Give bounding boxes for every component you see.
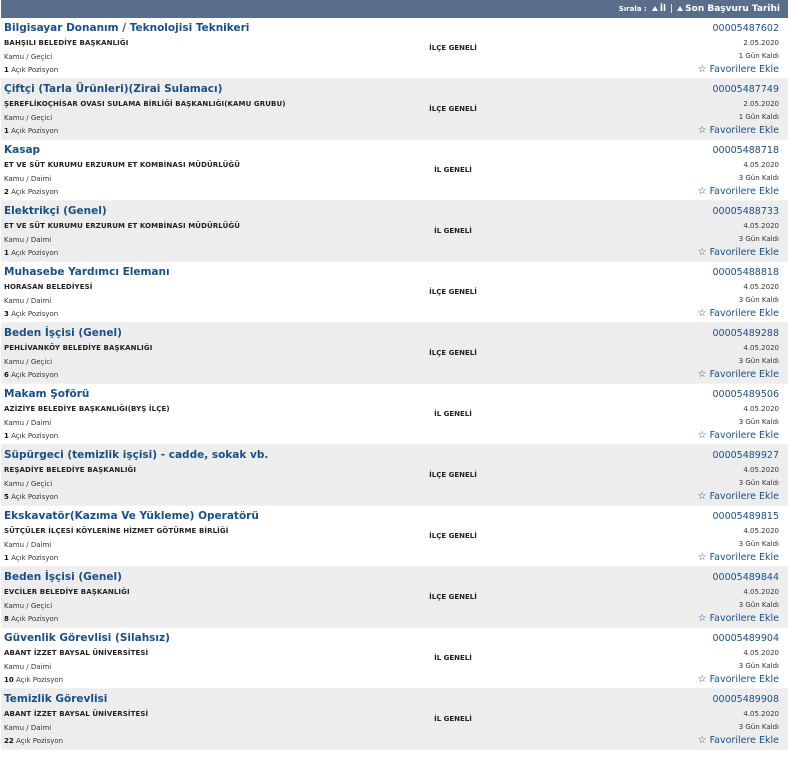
favorites-label: Favorilere Ekle: [709, 491, 779, 502]
add-to-favorites-button[interactable]: [698, 552, 779, 563]
location-scope: İLÇE GENELİ: [429, 288, 477, 296]
listing-code-link[interactable]: 00005489927: [712, 450, 779, 461]
add-to-favorites-button[interactable]: [698, 125, 779, 136]
position-label: Açık Pozisyon: [11, 432, 59, 440]
favorites-label: Favorilere Ekle: [709, 247, 779, 258]
job-title-link[interactable]: Bilgisayar Donanım / Teknolojisi Teknikeri: [4, 22, 250, 34]
listing-code-link[interactable]: 00005488818: [712, 267, 779, 278]
job-row: [1, 18, 788, 79]
employment-type: Kamu / Geçici: [4, 114, 53, 122]
star-icon: ☆: [697, 674, 707, 685]
position-count: 2: [4, 188, 9, 196]
deadline-date: 4.05.2020: [743, 222, 779, 230]
favorites-label: Favorilere Ekle: [709, 64, 779, 75]
sort-separator: |: [670, 4, 674, 14]
add-to-favorites-button[interactable]: [698, 186, 779, 197]
position-count: 8: [4, 615, 9, 623]
employment-type: Kamu / Daimi: [4, 419, 52, 427]
position-label: Açık Pozisyon: [15, 676, 64, 684]
star-icon: ☆: [697, 430, 707, 441]
deadline-date: 4.05.2020: [743, 161, 779, 169]
employer-name: PEHLİVANKÖY BELEDİYE BAŞKANLIĞI: [4, 344, 153, 352]
job-title-link[interactable]: Elektrikçi (Genel): [4, 205, 107, 217]
favorites-label: Favorilere Ekle: [709, 125, 779, 136]
add-to-favorites-button[interactable]: [698, 308, 779, 319]
days-remaining: 3 Gün Kaldı: [738, 723, 779, 731]
position-label: Açık Pozisyon: [11, 127, 59, 135]
favorites-label: Favorilere Ekle: [709, 735, 779, 746]
sort-by-il-button[interactable]: [652, 4, 666, 14]
days-remaining: 3 Gün Kaldı: [738, 357, 779, 365]
employer-name: REŞADİYE BELEDİYE BAŞKANLIĞI: [4, 466, 137, 474]
employment-type: Kamu / Geçici: [4, 358, 53, 366]
sort-up-arrow-icon: [677, 6, 683, 11]
employer-name: AZİZİYE BELEDİYE BAŞKANLIĞI(BYŞ İLÇE): [4, 405, 170, 413]
listing-code-link[interactable]: 00005487602: [712, 23, 779, 34]
deadline-date: 2.05.2020: [743, 39, 779, 47]
add-to-favorites-button[interactable]: [698, 613, 779, 624]
position-count: 1: [4, 66, 9, 74]
position-count: 1: [4, 432, 9, 440]
deadline-date: 4.05.2020: [743, 588, 779, 596]
listing-code-link[interactable]: 00005489506: [712, 389, 779, 400]
employer-name: SÜTÇÜLER İLÇESİ KÖYLERİNE HİZMET GÖTÜRME BİRLİĞİ: [4, 527, 229, 535]
sort-label: Sırala :: [618, 5, 647, 13]
employment-type: Kamu / Daimi: [4, 541, 52, 549]
open-positions: [4, 188, 58, 196]
add-to-favorites-button[interactable]: [698, 247, 779, 258]
job-title-link[interactable]: Beden İşçisi (Genel): [4, 327, 122, 339]
days-remaining: 1 Gün Kaldı: [738, 113, 779, 121]
favorites-label: Favorilere Ekle: [709, 369, 779, 380]
sort-date-label: Son Başvuru Tarihi: [685, 4, 780, 14]
employer-name: ET VE SÜT KURUMU ERZURUM ET KOMBİNASI MÜDÜRLÜĞÜ: [4, 161, 241, 169]
employment-type: Kamu / Geçici: [4, 480, 53, 488]
position-label: Açık Pozisyon: [11, 493, 59, 501]
location-scope: İL GENELİ: [434, 166, 472, 174]
days-remaining: 3 Gün Kaldı: [738, 235, 779, 243]
open-positions: [4, 66, 58, 74]
favorites-label: Favorilere Ekle: [709, 308, 779, 319]
position-label: Açık Pozisyon: [11, 615, 59, 623]
open-positions: [4, 249, 58, 257]
job-row: [1, 323, 788, 384]
add-to-favorites-button[interactable]: [698, 64, 779, 75]
job-row: [1, 445, 788, 506]
location-scope: İLÇE GENELİ: [429, 471, 477, 479]
open-positions: [4, 432, 58, 440]
employer-name: BAHŞILI BELEDİYE BAŞKANLIĞI: [4, 39, 129, 47]
job-row: [1, 262, 788, 323]
sort-bar: [1, 0, 788, 18]
position-count: 5: [4, 493, 9, 501]
position-count: 10: [4, 676, 14, 684]
open-positions: [4, 737, 63, 745]
position-label: Açık Pozisyon: [11, 554, 59, 562]
star-icon: ☆: [697, 735, 707, 746]
employment-type: Kamu / Geçici: [4, 53, 53, 61]
position-count: 6: [4, 371, 9, 379]
listing-code-link[interactable]: 00005489844: [712, 572, 779, 583]
days-remaining: 3 Gün Kaldı: [738, 601, 779, 609]
deadline-date: 4.05.2020: [743, 466, 779, 474]
position-count: 1: [4, 554, 9, 562]
job-row: [1, 628, 788, 689]
employment-type: Kamu / Geçici: [4, 602, 53, 610]
star-icon: ☆: [697, 186, 707, 197]
days-remaining: 1 Gün Kaldı: [738, 52, 779, 60]
open-positions: [4, 676, 63, 684]
star-icon: ☆: [697, 247, 707, 258]
job-row: [1, 567, 788, 628]
favorites-label: Favorilere Ekle: [709, 613, 779, 624]
days-remaining: 3 Gün Kaldı: [738, 174, 779, 182]
deadline-date: 4.05.2020: [743, 527, 779, 535]
star-icon: ☆: [697, 369, 707, 380]
employment-type: Kamu / Daimi: [4, 236, 52, 244]
job-title-link[interactable]: Kasap: [4, 144, 41, 156]
position-count: 3: [4, 310, 9, 318]
job-title-link[interactable]: Çiftçi (Tarla Ürünleri)(Zirai Sulamacı): [4, 83, 223, 95]
job-listing: [1, 0, 788, 750]
favorites-label: Favorilere Ekle: [709, 552, 779, 563]
open-positions: [4, 310, 58, 318]
location-scope: İL GENELİ: [434, 227, 472, 235]
add-to-favorites-button[interactable]: [698, 674, 779, 685]
open-positions: [4, 493, 58, 501]
listing-code-link[interactable]: 00005487749: [712, 84, 779, 95]
location-scope: İLÇE GENELİ: [429, 349, 477, 357]
sort-il-label: İl: [659, 4, 667, 14]
job-row: [1, 79, 788, 140]
star-icon: ☆: [697, 64, 707, 75]
open-positions: [4, 127, 58, 135]
add-to-favorites-button[interactable]: [698, 369, 779, 380]
days-remaining: 3 Gün Kaldı: [738, 540, 779, 548]
job-title-link[interactable]: Muhasebe Yardımcı Elemanı: [4, 266, 170, 278]
favorites-label: Favorilere Ekle: [709, 186, 779, 197]
location-scope: İL GENELİ: [434, 654, 472, 662]
employer-name: EVCİLER BELEDİYE BAŞKANLIĞI: [4, 588, 130, 596]
employer-name: HORASAN BELEDİYESİ: [4, 283, 93, 291]
deadline-date: 4.05.2020: [743, 283, 779, 291]
star-icon: ☆: [697, 125, 707, 136]
listing-code-link[interactable]: 00005489815: [712, 511, 779, 522]
position-label: Açık Pozisyon: [11, 249, 59, 257]
employer-name: ŞEREFLİKOÇHİSAR OVASI SULAMA BİRLİĞİ BAŞKANLIĞI(KAMU GRUBU): [4, 100, 286, 108]
employment-type: Kamu / Daimi: [4, 663, 52, 671]
listing-code-link[interactable]: 00005488718: [712, 145, 779, 156]
days-remaining: 3 Gün Kaldı: [738, 296, 779, 304]
days-remaining: 3 Gün Kaldı: [738, 479, 779, 487]
position-label: Açık Pozisyon: [11, 188, 59, 196]
employment-type: Kamu / Daimi: [4, 724, 52, 732]
add-to-favorites-button[interactable]: [698, 430, 779, 441]
location-scope: İLÇE GENELİ: [429, 593, 477, 601]
deadline-date: 4.05.2020: [743, 710, 779, 718]
star-icon: ☆: [697, 552, 707, 563]
employer-name: ABANT İZZET BAYSAL ÜNİVERSİTESİ: [4, 710, 149, 718]
location-scope: İLÇE GENELİ: [429, 532, 477, 540]
job-title-link[interactable]: Ekskavatör(Kazıma Ve Yükleme) Operatörü: [4, 510, 259, 522]
star-icon: ☆: [697, 491, 707, 502]
job-row: [1, 506, 788, 567]
job-title-link[interactable]: Güvenlik Görevlisi (Silahsız): [4, 632, 170, 644]
listing-code-link[interactable]: 00005488733: [712, 206, 779, 217]
star-icon: ☆: [697, 308, 707, 319]
location-scope: İL GENELİ: [434, 410, 472, 418]
listing-code-link[interactable]: 00005489908: [712, 694, 779, 705]
add-to-favorites-button[interactable]: [698, 491, 779, 502]
open-positions: [4, 371, 58, 379]
star-icon: ☆: [697, 613, 707, 624]
position-label: Açık Pozisyon: [11, 310, 59, 318]
job-row: [1, 384, 788, 445]
deadline-date: 4.05.2020: [743, 405, 779, 413]
deadline-date: 4.05.2020: [743, 344, 779, 352]
job-title-link[interactable]: Temizlik Görevlisi: [4, 693, 108, 705]
position-count: 1: [4, 249, 9, 257]
employer-name: ET VE SÜT KURUMU ERZURUM ET KOMBİNASI MÜDÜRLÜĞÜ: [4, 222, 241, 230]
favorites-label: Favorilere Ekle: [709, 430, 779, 441]
days-remaining: 3 Gün Kaldı: [738, 662, 779, 670]
listing-code-link[interactable]: 00005489288: [712, 328, 779, 339]
employer-name: ABANT İZZET BAYSAL ÜNİVERSİTESİ: [4, 649, 149, 657]
add-to-favorites-button[interactable]: [698, 735, 779, 746]
job-row: [1, 201, 788, 262]
job-title-link[interactable]: Beden İşçisi (Genel): [4, 571, 122, 583]
location-scope: İLÇE GENELİ: [429, 44, 477, 52]
position-label: Açık Pozisyon: [15, 737, 64, 745]
favorites-label: Favorilere Ekle: [709, 674, 779, 685]
sort-up-arrow-icon: [652, 6, 658, 11]
deadline-date: 4.05.2020: [743, 649, 779, 657]
job-row: [1, 140, 788, 201]
job-title-link[interactable]: Makam Şoförü: [4, 388, 90, 400]
sort-by-date-button[interactable]: [677, 4, 780, 14]
listing-code-link[interactable]: 00005489904: [712, 633, 779, 644]
position-count: 22: [4, 737, 14, 745]
deadline-date: 2.05.2020: [743, 100, 779, 108]
position-label: Açık Pozisyon: [11, 371, 59, 379]
open-positions: [4, 615, 58, 623]
job-title-link[interactable]: Süpürgeci (temizlik işçisi) - cadde, sokak vb.: [4, 449, 269, 461]
days-remaining: 3 Gün Kaldı: [738, 418, 779, 426]
location-scope: İLÇE GENELİ: [429, 105, 477, 113]
employment-type: Kamu / Daimi: [4, 175, 52, 183]
open-positions: [4, 554, 58, 562]
employment-type: Kamu / Daimi: [4, 297, 52, 305]
position-label: Açık Pozisyon: [11, 66, 59, 74]
location-scope: İL GENELİ: [434, 715, 472, 723]
position-count: 1: [4, 127, 9, 135]
job-list: [1, 18, 788, 750]
job-row: [1, 689, 788, 750]
